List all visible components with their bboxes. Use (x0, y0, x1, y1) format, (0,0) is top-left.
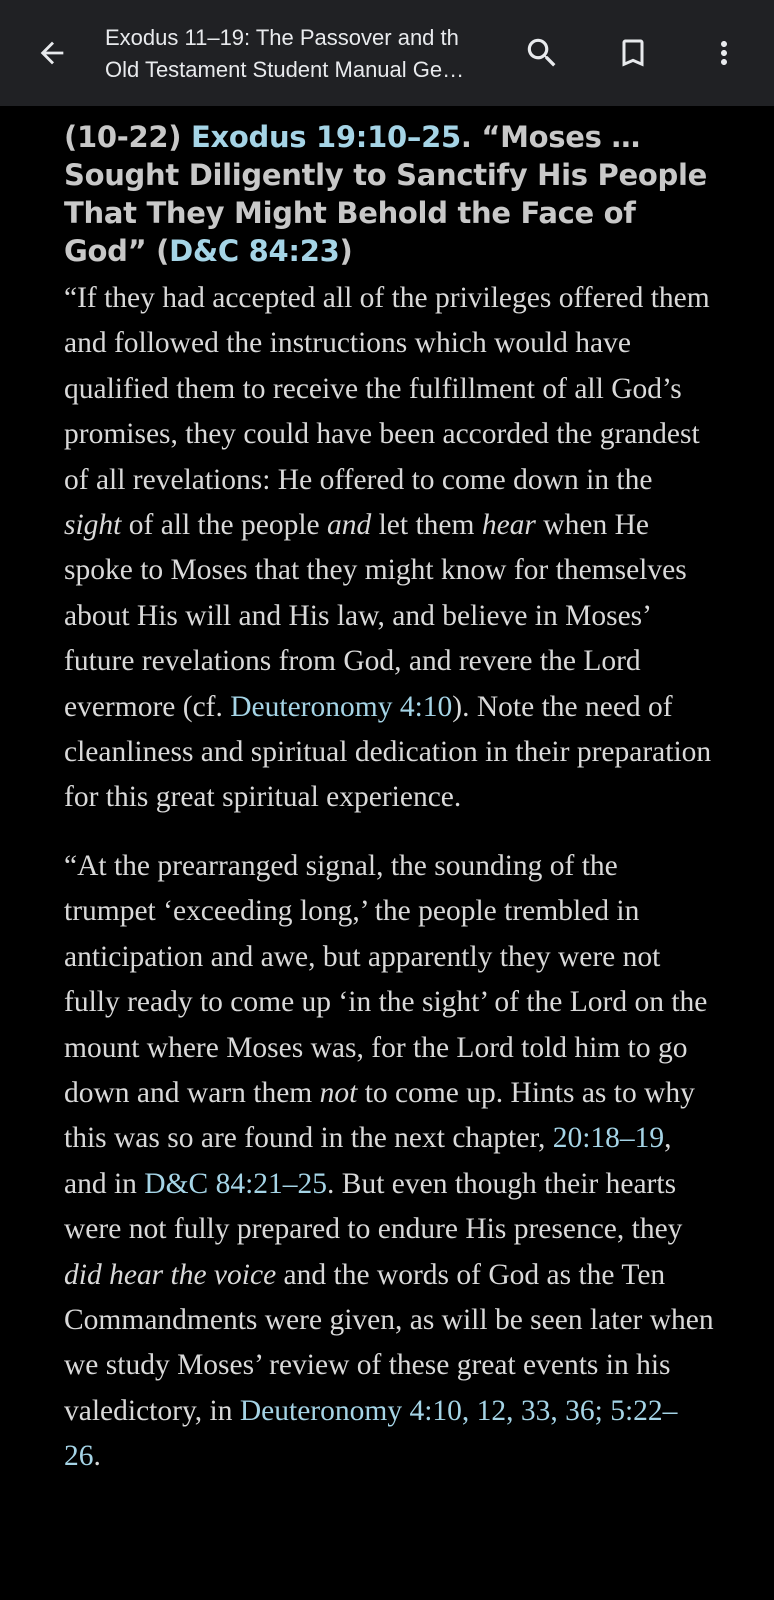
bookmark-button[interactable] (609, 29, 657, 77)
emphasis-text: sight (64, 509, 122, 542)
text-run: . (93, 1440, 101, 1473)
text-run: let them (371, 509, 482, 542)
text-run: when He spoke to Moses that they might know for themselves about His will and His law, and believe in Moses’ future revelations from God, and revere the Lord evermore (cf. (64, 509, 687, 723)
bookmark-icon (615, 35, 651, 71)
app-bar (0, 0, 774, 106)
text-run: ). Note the need of cleanliness and spiritual dedication in their preparation for this great spiritual experience. (64, 690, 712, 814)
more-vert-icon (706, 35, 742, 71)
dc-84-reference-link[interactable]: D&C 84:21–25 (144, 1167, 328, 1200)
search-button[interactable] (518, 29, 566, 77)
text-run: of all the people (121, 509, 327, 542)
heading-close: ) (339, 234, 353, 268)
text-run: , and in (64, 1122, 672, 1200)
paragraph-2 (64, 844, 714, 1480)
more-options-button[interactable] (700, 29, 748, 77)
paragraph-1 (64, 276, 714, 821)
deuteronomy-reference-link[interactable]: Deuteronomy 4:10 (230, 690, 453, 723)
app-bar-titles (105, 22, 490, 86)
dc-reference-link[interactable]: D&C 84:23 (169, 234, 340, 268)
emphasis-text: not (319, 1076, 358, 1109)
text-run: to come up. Hints as to why this was so are found in the next chapter, (64, 1076, 695, 1155)
search-icon (523, 34, 561, 72)
deuteronomy-multi-reference-link[interactable]: Deuteronomy 4:10, 12, 33, 36; 5:22–26 (64, 1394, 678, 1473)
text-run: and the words of God as the Ten Commandments were given, as will be seen later when we study Moses’ review of these great events in his valedictory, in (64, 1258, 714, 1427)
article-content (64, 118, 714, 1480)
back-button[interactable] (28, 29, 76, 77)
exodus-20-reference-link[interactable]: 20:18–19 (552, 1122, 665, 1155)
text-run: “At the prearranged signal, the sounding of the trumpet ‘exceeding long,’ the people trembled in anticipation and awe, but apparently they were not fully ready to come up ‘in the sight’ of the Lord on the mount where Moses was, for the Lord told him to go down and warn them (64, 849, 708, 1109)
emphasis-text: did hear the voice (64, 1258, 277, 1291)
text-run: “If they had accepted all of the privileges offered them and followed the instructions which would have qualified them to receive the fulfillment of all God’s promises, they could have been accorded the grandest of all revelations: He offered to come down in the (64, 282, 710, 496)
exodus-reference-link[interactable]: Exodus 19:10–25 (190, 120, 461, 154)
arrow-back-icon (35, 36, 69, 70)
heading-text: . “Moses … Sought Diligently to Sanctify His People That They Might Behold the Face of God” ( (64, 120, 707, 268)
section-heading (64, 118, 714, 270)
emphasis-text: and (326, 509, 372, 542)
heading-number: (10-22) (64, 120, 191, 154)
text-run: . But even though their hearts were not fully prepared to endure His presence, they (64, 1167, 683, 1246)
manual-subtitle: Old Testament Student Manual Ge… (105, 57, 465, 82)
emphasis-text: hear (481, 509, 536, 542)
chapter-title: Exodus 11–19: The Passover and th (105, 25, 459, 50)
